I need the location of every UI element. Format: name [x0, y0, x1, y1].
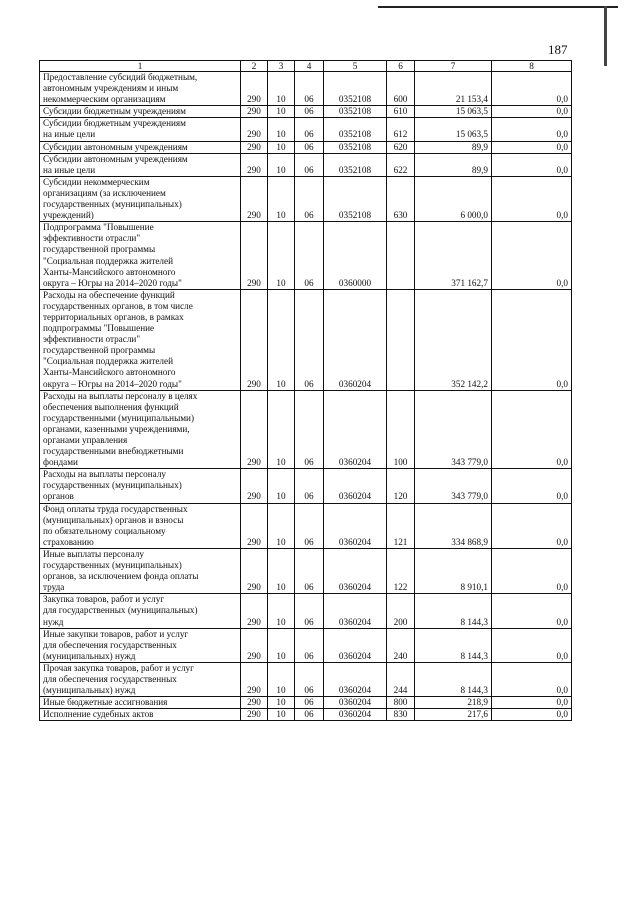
row-value-cell: 8 144,3	[415, 662, 492, 696]
row-value-cell: 8 144,3	[415, 628, 492, 662]
row-value-cell: 0,0	[492, 153, 572, 176]
table-row	[40, 503, 572, 548]
row-name-cell: Прочая закупка товаров, работ и услуг для обеспечения государственных (муниципальных) нужд	[40, 662, 241, 696]
row-value-cell: 06	[295, 390, 324, 469]
row-value-cell: 10	[268, 176, 295, 221]
row-value-cell: 352 142,2	[415, 289, 492, 390]
row-value-cell: 0352108	[324, 141, 387, 153]
row-value-cell: 10	[268, 697, 295, 709]
header-cell: 5	[324, 61, 387, 72]
table-row	[40, 662, 572, 696]
row-value-cell: 89,9	[415, 153, 492, 176]
row-value-cell: 290	[241, 118, 268, 141]
row-value-cell: 10	[268, 118, 295, 141]
row-name-cell: Закупка товаров, работ и услуг для государственных (муниципальных) нужд	[40, 594, 241, 628]
row-value-cell: 10	[268, 548, 295, 593]
corner-line	[378, 6, 618, 8]
row-value-cell: 290	[241, 594, 268, 628]
row-value-cell: 120	[387, 469, 415, 503]
row-name-cell: Субсидии бюджетным учреждениям	[40, 106, 241, 118]
row-value-cell: 290	[241, 628, 268, 662]
header-row	[40, 61, 572, 72]
row-value-cell: 10	[268, 503, 295, 548]
row-value-cell: 0360204	[324, 469, 387, 503]
row-value-cell: 290	[241, 469, 268, 503]
row-value-cell: 06	[295, 628, 324, 662]
row-value-cell	[387, 222, 415, 290]
row-value-cell: 290	[241, 106, 268, 118]
row-value-cell: 06	[295, 289, 324, 390]
header-cell: 1	[40, 61, 241, 72]
table-row	[40, 709, 572, 721]
row-value-cell: 0360204	[324, 594, 387, 628]
row-name-cell: Расходы на выплаты персоналу государственных (муниципальных) органов	[40, 469, 241, 503]
row-value-cell: 06	[295, 176, 324, 221]
budget-table	[39, 60, 572, 721]
row-value-cell: 0360204	[324, 390, 387, 469]
table-row	[40, 697, 572, 709]
row-name-cell: Подпрограмма "Повышение эффективности отрасли" государственной программы "Социальная поддержка жителей Ханты-Мансийского автономного округа – Югры на 2014–2020 годы"	[40, 222, 241, 290]
row-value-cell: 240	[387, 628, 415, 662]
row-value-cell: 0,0	[492, 176, 572, 221]
row-value-cell: 0,0	[492, 662, 572, 696]
table-row	[40, 72, 572, 106]
corner-line-vertical	[604, 6, 607, 66]
row-value-cell: 21 153,4	[415, 72, 492, 106]
row-value-cell: 0360204	[324, 662, 387, 696]
row-value-cell: 06	[295, 153, 324, 176]
row-value-cell: 121	[387, 503, 415, 548]
row-value-cell: 244	[387, 662, 415, 696]
row-value-cell: 600	[387, 72, 415, 106]
row-value-cell: 610	[387, 106, 415, 118]
row-value-cell: 334 868,9	[415, 503, 492, 548]
header-cell: 4	[295, 61, 324, 72]
row-value-cell: 0,0	[492, 628, 572, 662]
table-row	[40, 289, 572, 390]
table-row	[40, 628, 572, 662]
row-value-cell: 290	[241, 72, 268, 106]
row-value-cell: 0,0	[492, 469, 572, 503]
row-value-cell: 343 779,0	[415, 390, 492, 469]
row-value-cell: 290	[241, 697, 268, 709]
row-value-cell: 830	[387, 709, 415, 721]
row-name-cell: Расходы на обеспечение функций государственных органов, в том числе территориальных органов, в рамках подпрограммы "Повышение эффективности отрасли" государственной программы "Социальная поддержка жителей Ханты-Мансийского автономного округа – Югры на 2014–2020 годы"	[40, 289, 241, 390]
row-name-cell: Субсидии некоммерческим организациям (за исключением государственных (муниципальных) учреждений)	[40, 176, 241, 221]
row-value-cell: 0,0	[492, 594, 572, 628]
row-value-cell: 290	[241, 176, 268, 221]
row-value-cell: 800	[387, 697, 415, 709]
header-cell: 6	[387, 61, 415, 72]
row-value-cell: 0,0	[492, 222, 572, 290]
row-value-cell: 6 000,0	[415, 176, 492, 221]
row-value-cell: 15 063,5	[415, 106, 492, 118]
row-name-cell: Субсидии автономным учреждениям	[40, 141, 241, 153]
row-value-cell: 122	[387, 548, 415, 593]
row-value-cell: 10	[268, 628, 295, 662]
row-value-cell: 0,0	[492, 548, 572, 593]
table-row	[40, 548, 572, 593]
row-value-cell: 0,0	[492, 390, 572, 469]
row-value-cell: 06	[295, 662, 324, 696]
row-name-cell: Иные бюджетные ассигнования	[40, 697, 241, 709]
row-value-cell: 290	[241, 548, 268, 593]
row-name-cell: Субсидии автономным учреждениям на иные цели	[40, 153, 241, 176]
row-value-cell: 10	[268, 222, 295, 290]
header-cell: 3	[268, 61, 295, 72]
header-cell: 2	[241, 61, 268, 72]
row-name-cell: Предоставление субсидий бюджетным, автономным учреждениям и иным некоммерческим организациям	[40, 72, 241, 106]
row-value-cell: 290	[241, 222, 268, 290]
row-name-cell: Исполнение судебных актов	[40, 709, 241, 721]
row-value-cell: 10	[268, 469, 295, 503]
row-value-cell: 06	[295, 709, 324, 721]
table-row	[40, 141, 572, 153]
row-value-cell: 10	[268, 709, 295, 721]
row-value-cell: 290	[241, 503, 268, 548]
row-value-cell	[387, 289, 415, 390]
row-value-cell: 0352108	[324, 176, 387, 221]
table-row	[40, 469, 572, 503]
row-value-cell: 06	[295, 141, 324, 153]
row-value-cell: 06	[295, 594, 324, 628]
row-name-cell: Иные закупки товаров, работ и услуг для обеспечения государственных (муниципальных) нужд	[40, 628, 241, 662]
row-value-cell: 06	[295, 72, 324, 106]
row-value-cell: 100	[387, 390, 415, 469]
row-value-cell: 15 063,5	[415, 118, 492, 141]
row-value-cell: 06	[295, 697, 324, 709]
row-value-cell: 290	[241, 709, 268, 721]
row-name-cell: Субсидии бюджетным учреждениям на иные цели	[40, 118, 241, 141]
row-value-cell: 630	[387, 176, 415, 221]
row-value-cell: 0360204	[324, 697, 387, 709]
row-name-cell: Расходы на выплаты персоналу в целях обеспечения выполнения функций государственными (муниципальными) органами, казенными учреждениями, органами управления государственными внебюджетными фондами	[40, 390, 241, 469]
row-value-cell: 290	[241, 662, 268, 696]
row-value-cell: 8 144,3	[415, 594, 492, 628]
row-value-cell: 290	[241, 289, 268, 390]
row-value-cell: 622	[387, 153, 415, 176]
row-value-cell: 0360204	[324, 289, 387, 390]
table-row	[40, 153, 572, 176]
row-value-cell: 89,9	[415, 141, 492, 153]
row-value-cell: 218,9	[415, 697, 492, 709]
table-row	[40, 390, 572, 469]
row-value-cell: 290	[241, 390, 268, 469]
row-value-cell: 10	[268, 141, 295, 153]
row-value-cell: 10	[268, 662, 295, 696]
row-value-cell: 0360000	[324, 222, 387, 290]
table-row	[40, 176, 572, 221]
table-row	[40, 222, 572, 290]
row-value-cell: 0,0	[492, 503, 572, 548]
row-value-cell: 343 779,0	[415, 469, 492, 503]
row-value-cell: 8 910,1	[415, 548, 492, 593]
row-name-cell: Иные выплаты персоналу государственных (муниципальных) органов, за исключением фонда оплаты труда	[40, 548, 241, 593]
row-value-cell: 10	[268, 106, 295, 118]
row-name-cell: Фонд оплаты труда государственных (муниципальных) органов и взносы по обязательному социальному страхованию	[40, 503, 241, 548]
row-value-cell: 06	[295, 106, 324, 118]
row-value-cell: 620	[387, 141, 415, 153]
row-value-cell: 0360204	[324, 709, 387, 721]
row-value-cell: 0352108	[324, 106, 387, 118]
row-value-cell: 0352108	[324, 118, 387, 141]
row-value-cell: 06	[295, 118, 324, 141]
row-value-cell: 0352108	[324, 72, 387, 106]
row-value-cell: 0,0	[492, 709, 572, 721]
row-value-cell: 0,0	[492, 106, 572, 118]
row-value-cell: 10	[268, 153, 295, 176]
row-value-cell: 0,0	[492, 118, 572, 141]
row-value-cell: 0360204	[324, 628, 387, 662]
row-value-cell: 0,0	[492, 72, 572, 106]
header-cell: 7	[415, 61, 492, 72]
table-row	[40, 118, 572, 141]
row-value-cell: 290	[241, 153, 268, 176]
row-value-cell: 371 162,7	[415, 222, 492, 290]
row-value-cell: 0,0	[492, 141, 572, 153]
row-value-cell: 06	[295, 222, 324, 290]
row-value-cell: 200	[387, 594, 415, 628]
row-value-cell: 10	[268, 390, 295, 469]
header-cell: 8	[492, 61, 572, 72]
row-value-cell: 10	[268, 72, 295, 106]
table-row	[40, 106, 572, 118]
table-row	[40, 594, 572, 628]
row-value-cell: 06	[295, 469, 324, 503]
row-value-cell: 612	[387, 118, 415, 141]
row-value-cell: 0352108	[324, 153, 387, 176]
page-number: 187	[548, 42, 568, 57]
row-value-cell: 0,0	[492, 697, 572, 709]
row-value-cell: 217,6	[415, 709, 492, 721]
row-value-cell: 290	[241, 141, 268, 153]
row-value-cell: 0360204	[324, 503, 387, 548]
row-value-cell: 06	[295, 548, 324, 593]
row-value-cell: 10	[268, 594, 295, 628]
row-value-cell: 0360204	[324, 548, 387, 593]
row-value-cell: 06	[295, 503, 324, 548]
row-value-cell: 0,0	[492, 289, 572, 390]
row-value-cell: 10	[268, 289, 295, 390]
